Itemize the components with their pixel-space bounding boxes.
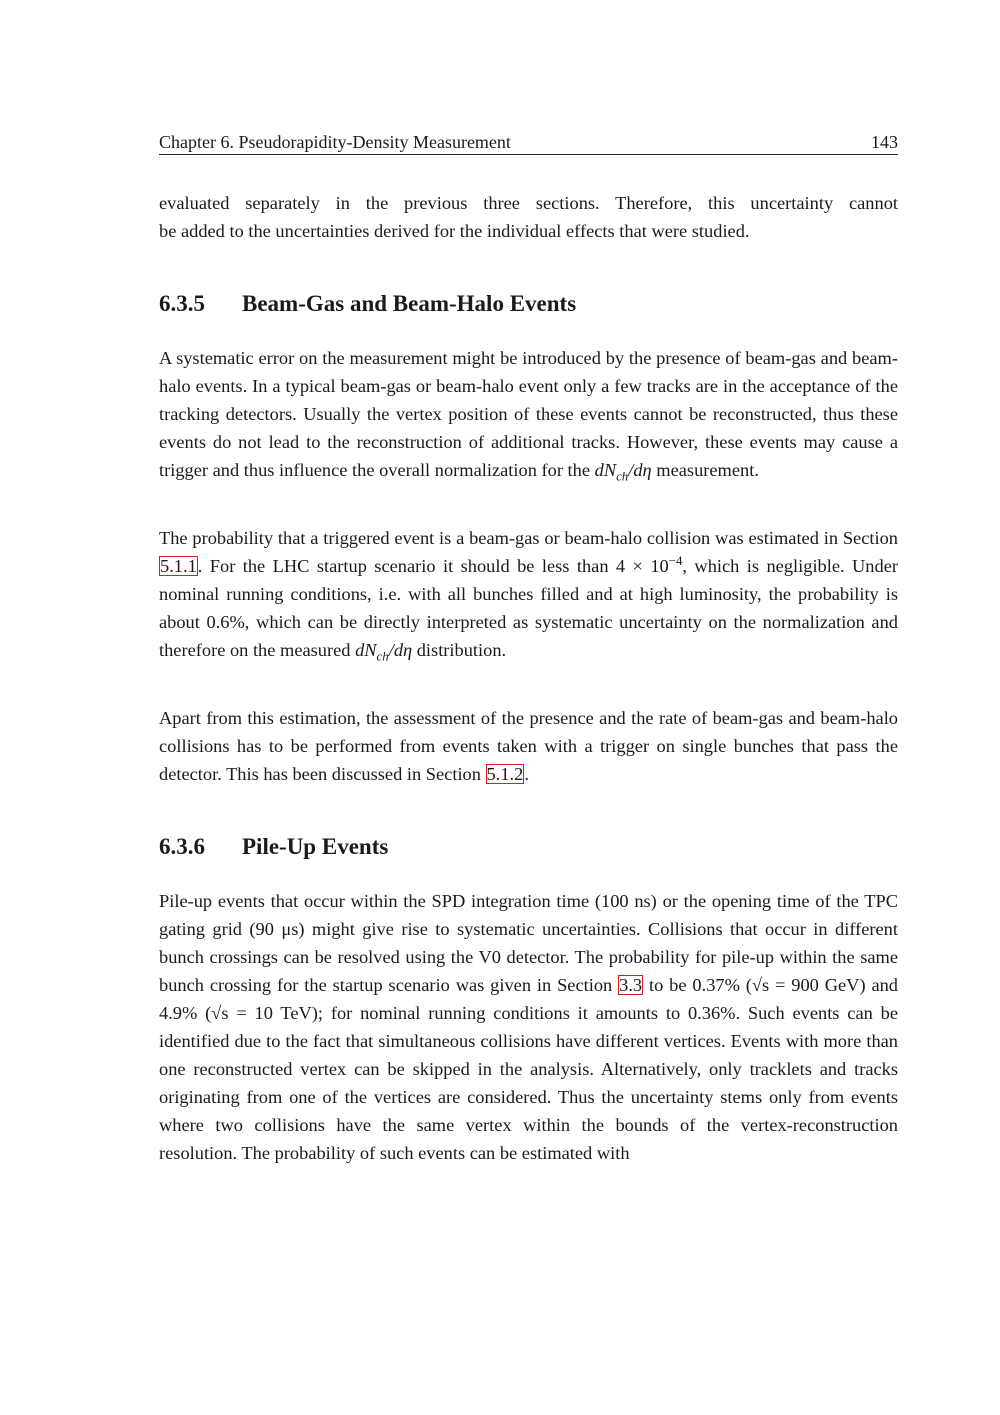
paragraph-beam-gas-2: The probability that a triggered event is a beam-gas or beam-halo collision was estimated in Section 5.1.1. For the LHC startup scenario it should be less than $4 \times 10^{-4}$, which is negligible. Under nominal running conditions, i.e. with all bunches filled and at high luminosity, the probability is about 0.6%, which can be directly interpreted as systematic uncertainty on the normalization and therefore on the measured $dN_{ch}/d\eta$ distribution. bbox=[159, 528, 898, 664]
section-title: Beam-Gas and Beam-Halo Events bbox=[242, 291, 577, 316]
section-title: Pile-Up Events bbox=[242, 834, 389, 859]
math-dNch-deta: $dN_{ch}/d\eta$ bbox=[355, 640, 413, 664]
intro-line-1: evaluated separately in the previous three sections. Therefore, this uncertainty cannot bbox=[159, 193, 898, 213]
running-header bbox=[159, 130, 898, 155]
paragraph-beam-gas-1: A systematic error on the measurement might be introduced by the presence of beam-gas and beam-halo events. In a typical beam-gas or beam-halo event only a few tracks are in the acceptance of the tracking detectors. Usually the vertex position of these events cannot be reconstructed, thus these events do not lead to the reconstruction of additional tracks. However, these events may cause a trigger and thus influence the overall normalization for the $dN_{ch}/d\eta$ measurement. bbox=[159, 348, 898, 484]
intro-paragraph bbox=[159, 189, 898, 245]
paragraph-text: A systematic error on the measurement might be introduced by the presence of beam-gas and beam-halo events. In a typical beam-gas or beam-halo event only a few tracks are in the acceptance of the tracking detectors. Usually the vertex position of these events cannot be reconstructed, thus these events do not lead to the reconstruction of additional tracks. However, these events may cause a trigger and thus influence the overall normalization for the bbox=[159, 348, 898, 480]
math-dNch-deta: $dN_{ch}/d\eta$ bbox=[594, 460, 652, 484]
section-number: 6.3.6 bbox=[159, 834, 205, 859]
section-heading-6-3-5 bbox=[159, 289, 576, 319]
section-link-5-1-1[interactable]: 5.1.1 bbox=[160, 556, 197, 576]
paragraph-pile-up-1: Pile-up events that occur within the SPD integration time (100 ns) or the opening time of the TPC gating grid (90 μs) might give rise to systematic uncertainties. Collisions that occur in different bunch crossings can be resolved using the V0 detector. The probability for pile-up within the same bunch crossing for the startup scenario was given in Section 3.3 to be 0.37% (√s = 900 GeV) and 4.9% (√s = 10 TeV); for nominal running conditions it amounts to 0.36%. Such events can be identified due to the fact that simultaneous collisions have different vertices. Events with more than one reconstructed vertex can be skipped in the analysis. Alternatively, only tracklets and tracks originating from one of the vertices are considered. Thus the uncertainty stems only from events where two collisions have the same vertex within the bounds of the vertex-reconstruction resolution. The probability of such events can be estimated with bbox=[159, 891, 898, 1163]
section-heading-6-3-6 bbox=[159, 832, 388, 862]
section-number: 6.3.5 bbox=[159, 291, 205, 316]
section-link-3-3[interactable]: 3.3 bbox=[619, 975, 643, 995]
page-number: 143 bbox=[871, 132, 898, 152]
chapter-title: Chapter 6. Pseudorapidity-Density Measurement bbox=[159, 132, 511, 152]
section-link-5-1-2[interactable]: 5.1.2 bbox=[486, 764, 524, 784]
intro-line-2: be added to the uncertainties derived for the individual effects that were studied. bbox=[159, 221, 750, 241]
paragraph-beam-gas-3: Apart from this estimation, the assessment of the presence and the rate of beam-gas and beam-halo collisions has to be performed from events taken with a trigger on single bunches that pass the detector. This has been discussed in Section 5.1.2. bbox=[159, 708, 898, 784]
